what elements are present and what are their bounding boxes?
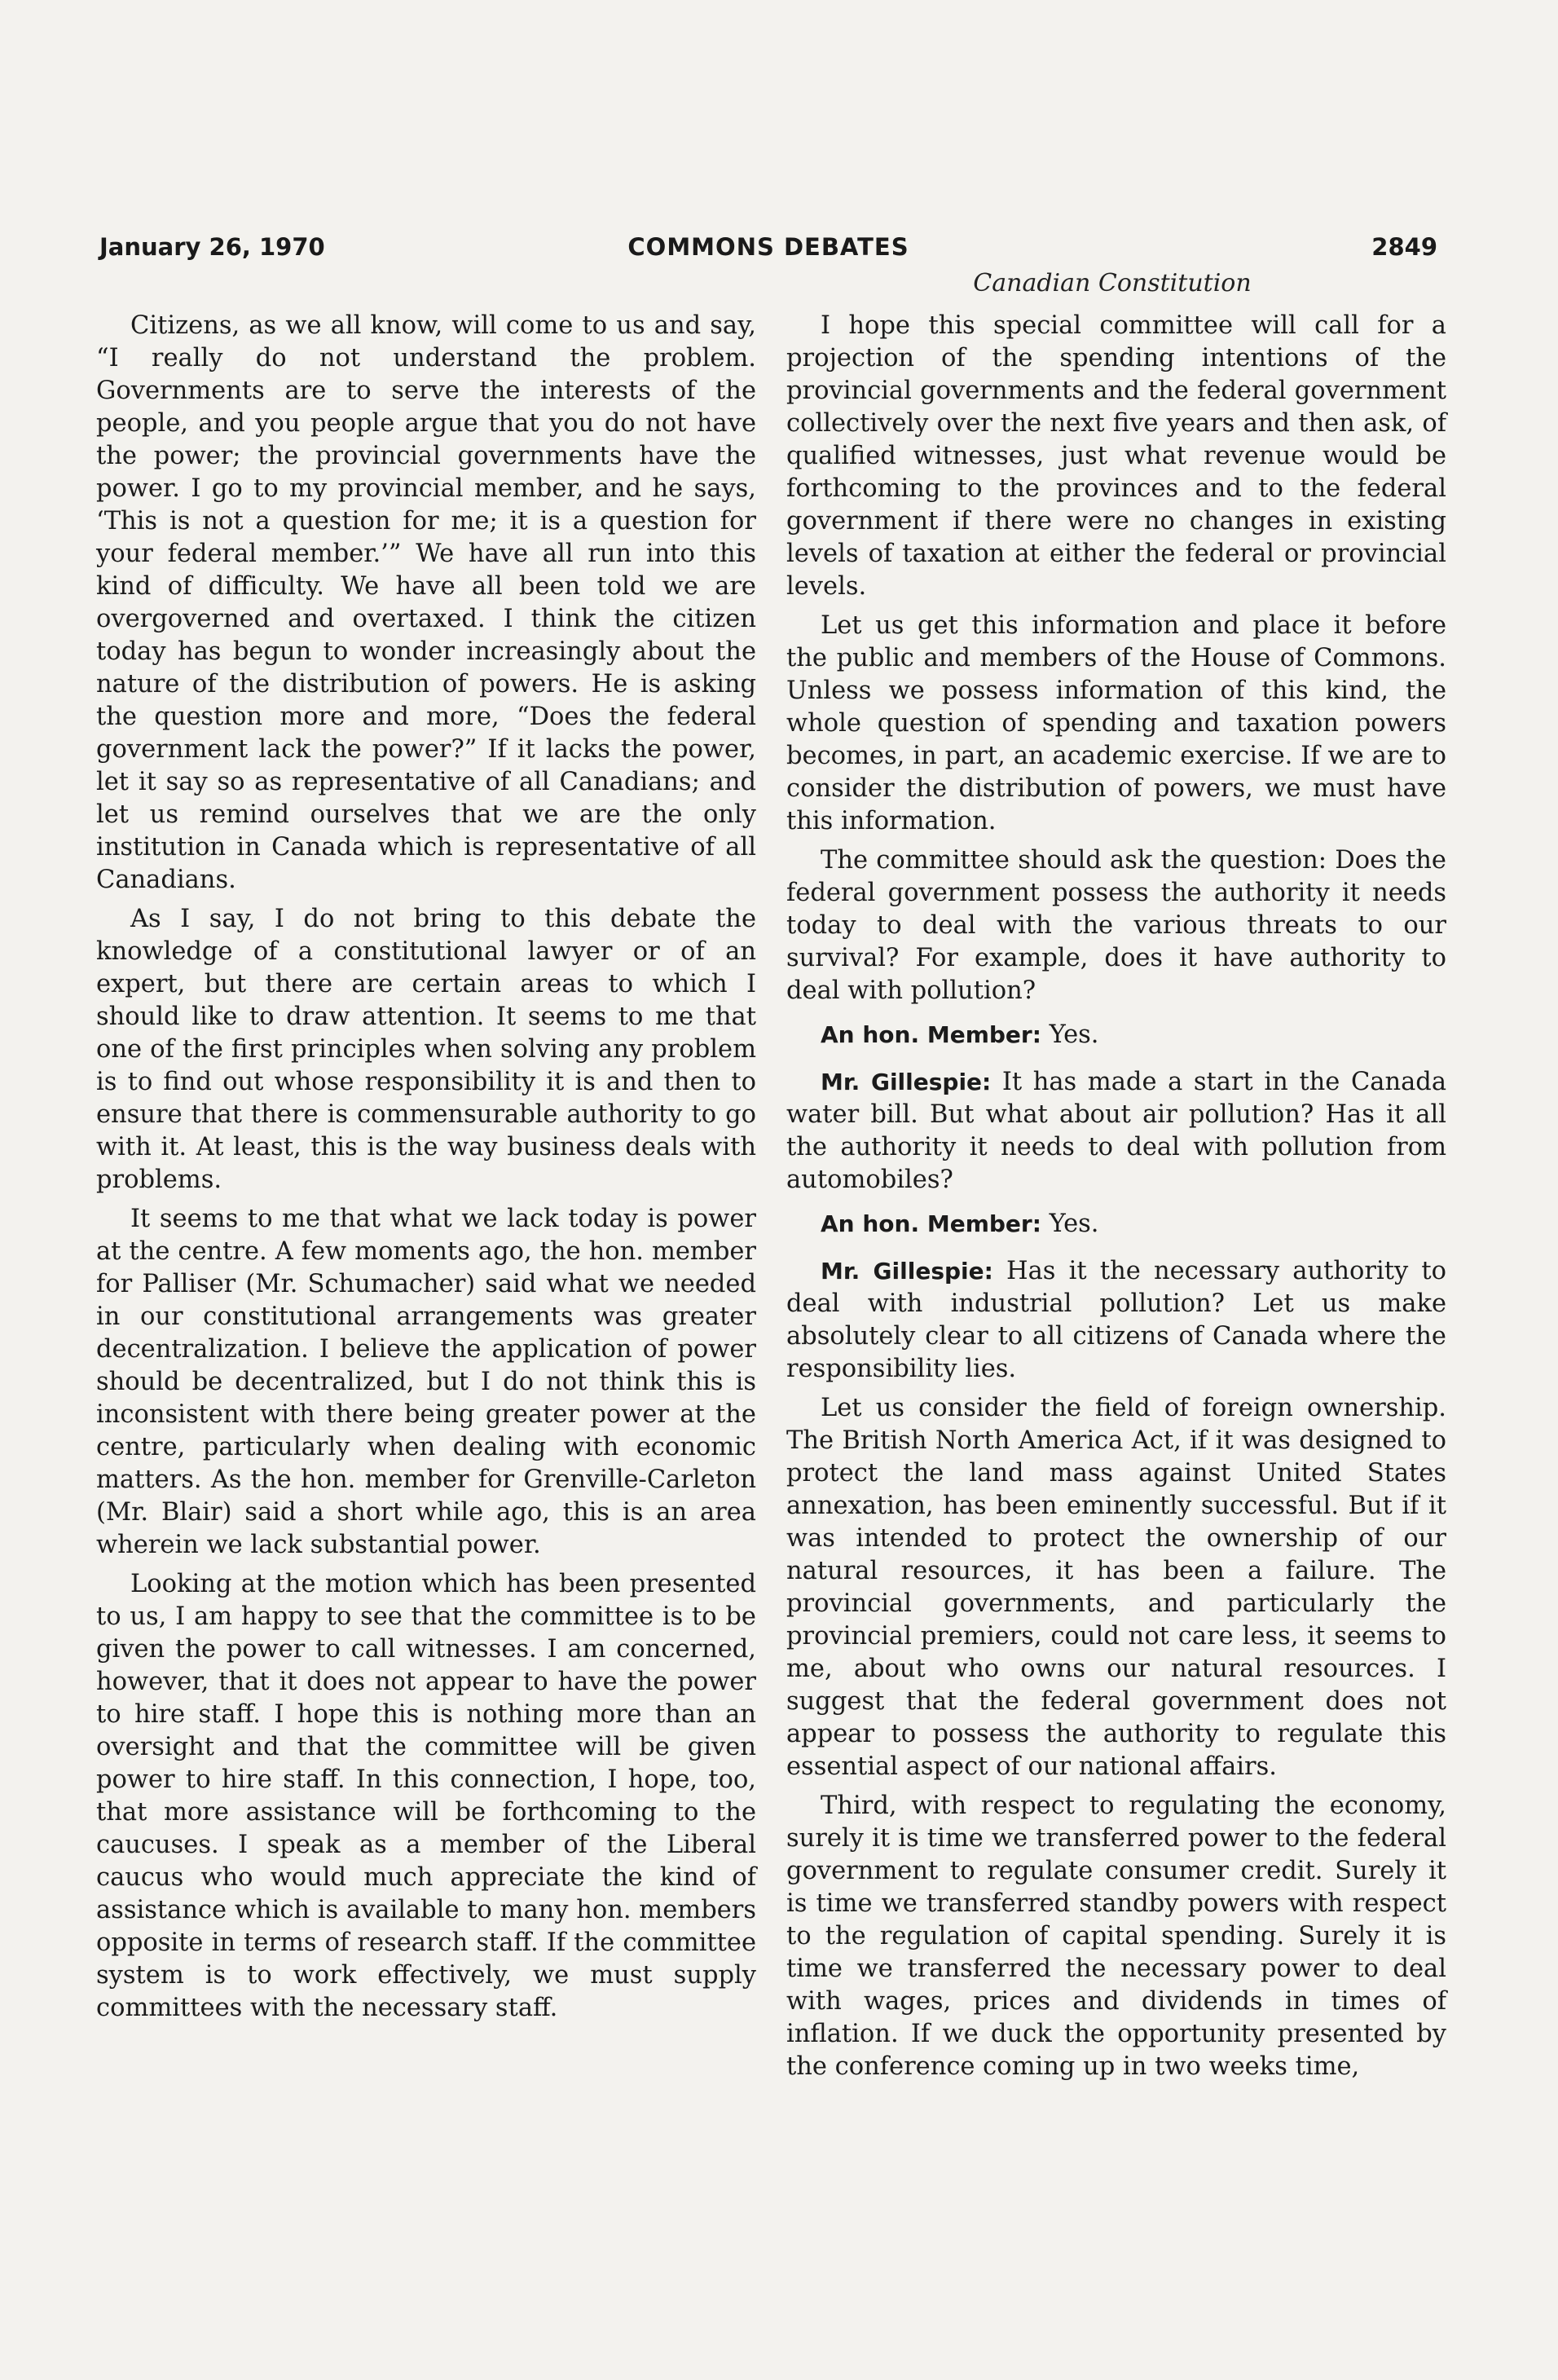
- paragraph: As I say, I do not bring to this debate the knowledge of a constitutional lawyer or of an expert, but there are certain areas to which I should like to draw attention. It seems to me that one of the first principles when solving any problem is to find out whose responsibility it is and then to ensure that there is commensurable authority to go with it. At least, this is the way business deals with problems.: [96, 905, 756, 1194]
- speech-text: Yes.: [1041, 1210, 1099, 1238]
- paragraph: Looking at the motion which has been presented to us, I am happy to see that the committee is to be given the power to call witnesses. I am concerned, however, that it does not appear to have the power to hire staff. I hope this is nothing more than an oversight and that the committee will be given power to hire staff. In this connection, I hope, too, that more assistance will be forthcoming to the caucuses. I speak as a member of the Liberal caucus who would much appreciate the kind of assistance which is available to many hon. members opposite in terms of research staff. If the committee system is to work effectively, we must supply committees with the necessary staff.: [96, 1570, 756, 2022]
- speaker-name: Mr. Gillespie:: [821, 1069, 992, 1095]
- speech: [786, 1066, 1446, 1197]
- interjection: [786, 1019, 1446, 1051]
- right-column: [786, 310, 1446, 2090]
- paragraph: Citizens, as we all know, will come to us and say, “I really do not understand the problem. Governments are to serve the interests of the people, and you people argue that you do not have the power; the provincial governments have the power. I go to my provincial member, and he says, ‘This is not a question for me; it is a question for your federal member.’” We have all run into this kind of difficulty. We have all been told we are overgoverned and overtaxed. I think the citizen today has begun to wonder increasingly about the nature of the distribution of powers. He is asking the question more and more, “Does the federal government lack the power?” If it lacks the power, let it say so as representative of all Canadians; and let us remind ourselves that we are the only institution in Canada which is representative of all Canadians.: [96, 311, 756, 894]
- paragraph: Let us get this information and place it before the public and members of the House of Commons. Unless we possess information of this kind, the whole question of spending and taxation powers becomes, in part, an academic exercise. If we are to consider the distribution of powers, we must have this information.: [786, 611, 1446, 835]
- speaker-name: An hon. Member:: [821, 1210, 1041, 1237]
- paragraph: It seems to me that what we lack today is power at the centre. A few moments ago, the hon. member for Palliser (Mr. Schumacher) said what we needed in our constitutional arrangements was greater decentralization. I believe the application of power should be decentralized, but I do not think this is inconsistent with there being greater power at the centre, particularly when dealing with economic matters. As the hon. member for Grenville-Carleton (Mr. Blair) said a short while ago, this is an area wherein we lack substantial power.: [96, 1205, 756, 1559]
- speech-text: Has it the necessary authority to deal with industrial pollution? Let us make absolutely clear to all citizens of Canada where the responsibility lies.: [786, 1257, 1446, 1383]
- speaker-name: Mr. Gillespie:: [821, 1258, 993, 1285]
- page-number: 2849: [1371, 233, 1437, 261]
- page-header: [99, 233, 1437, 269]
- speech: [786, 1255, 1446, 1386]
- paragraph: Let us consider the field of foreign ownership. The British North America Act, if it was designed to protect the land mass against United States annexation, has been eminently successful. But if it was intended to protect the ownership of our natural resources, it has been a failure. The provincial governments, and particularly the provincial premiers, could not care less, it seems to me, about who owns our natural resources. I suggest that the federal government does not appear to possess the authority to regulate this essential aspect of our national affairs.: [786, 1394, 1446, 1781]
- running-head: Canadian Constitution: [973, 269, 1252, 298]
- speaker-name: An hon. Member:: [821, 1021, 1041, 1048]
- header-title: COMMONS DEBATES: [627, 233, 909, 261]
- speech-text: Yes.: [1041, 1020, 1099, 1049]
- paragraph: Third, with respect to regulating the economy, surely it is time we transferred power to the federal government to regulate consumer credit. Surely it is time we transferred standby powers with respect to the regulation of capital spending. Surely it is time we transferred the necessary power to deal with wages, prices and dividends in times of inflation. If we duck the opportunity presented by the conference coming up in two weeks time,: [786, 1792, 1446, 2081]
- header-date: January 26, 1970: [99, 233, 325, 261]
- paragraph: I hope this special committee will call for a projection of the spending intentions of the provincial governments and the federal government collectively over the next five years and then ask, of qualified witnesses, just what revenue would be forthcoming to the provinces and to the federal government if there were no changes in existing levels of taxation at either the federal or provincial levels.: [786, 311, 1446, 601]
- left-column: [96, 310, 756, 2031]
- paragraph: The committee should ask the question: Does the federal government possess the authority it needs today to deal with the various threats to our survival? For example, does it have authority to deal with pollution?: [786, 846, 1446, 1005]
- speech-text: It has made a start in the Canada water bill. But what about air pollution? Has it all the authority it needs to deal with pollution from automobiles?: [786, 1068, 1446, 1194]
- interjection: [786, 1208, 1446, 1241]
